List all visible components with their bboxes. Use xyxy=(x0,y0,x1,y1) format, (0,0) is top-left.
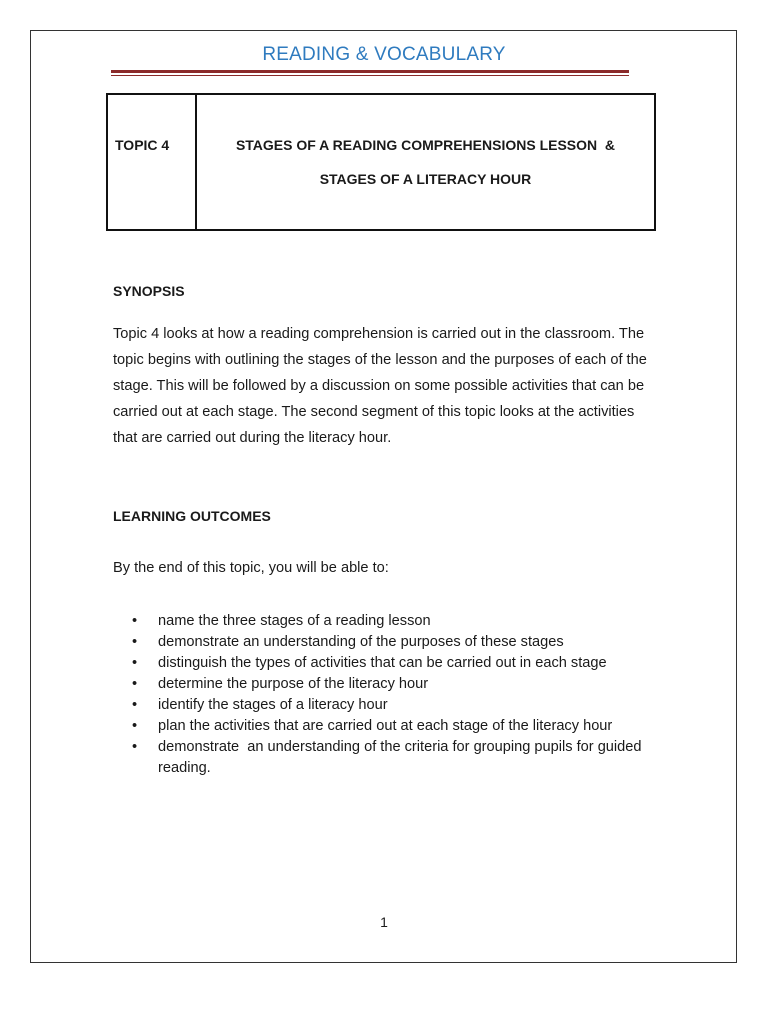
list-item-text: determine the purpose of the literacy hour xyxy=(158,676,429,692)
bullet-icon: • xyxy=(132,676,138,692)
running-header: READING & VOCABULARY xyxy=(262,44,506,65)
list-item-text: identify the stages of a literacy hour xyxy=(158,697,388,713)
list-item xyxy=(113,674,658,695)
bullet-icon: • xyxy=(132,739,138,755)
topic-label: TOPIC 4 xyxy=(115,137,170,153)
list-item-text: distinguish the types of activities that can be carried out in each stage xyxy=(158,655,607,671)
list-item xyxy=(113,653,658,674)
list-item-text: demonstrate an understanding of the criteria for grouping pupils for guided reading. xyxy=(158,739,646,776)
bullet-icon: • xyxy=(132,613,138,629)
list-item-text: demonstrate an understanding of the purposes of these stages xyxy=(158,634,564,650)
topic-label-cell xyxy=(108,95,197,229)
synopsis-heading: SYNOPSIS xyxy=(113,283,185,299)
list-item-text: plan the activities that are carried out at each stage of the literacy hour xyxy=(158,718,613,734)
bullet-icon: • xyxy=(132,718,138,734)
topic-title-cell xyxy=(197,95,654,229)
topic-box xyxy=(106,93,656,231)
list-item xyxy=(113,737,658,779)
bullet-icon: • xyxy=(132,697,138,713)
list-item xyxy=(113,632,658,653)
learning-outcomes-heading: LEARNING OUTCOMES xyxy=(113,508,271,524)
header-rule-thin xyxy=(111,75,629,76)
topic-title-line-2: STAGES OF A LITERACY HOUR xyxy=(319,171,532,187)
learning-outcomes-intro: By the end of this topic, you will be able to: xyxy=(113,560,389,576)
topic-title-line-1: STAGES OF A READING COMPREHENSIONS LESSON & xyxy=(235,137,616,153)
bullet-icon: • xyxy=(132,634,138,650)
synopsis-paragraph: Topic 4 looks at how a reading comprehension is carried out in the classroom. The topic begins with outlining the stages of the lesson and the purposes of each of the stage. This will be followed by a discussion on some possible activities that can be carried out at each stage. The second segment of this topic looks at the activities that are carried out during the literacy hour. xyxy=(113,326,647,446)
list-item xyxy=(113,695,658,716)
list-item-text: name the three stages of a reading lesson xyxy=(158,613,431,629)
learning-outcomes-list xyxy=(113,611,658,779)
header-rule xyxy=(111,70,629,73)
bullet-icon: • xyxy=(132,655,138,671)
page-number: 1 xyxy=(380,914,388,930)
list-item xyxy=(113,611,658,632)
list-item xyxy=(113,716,658,737)
